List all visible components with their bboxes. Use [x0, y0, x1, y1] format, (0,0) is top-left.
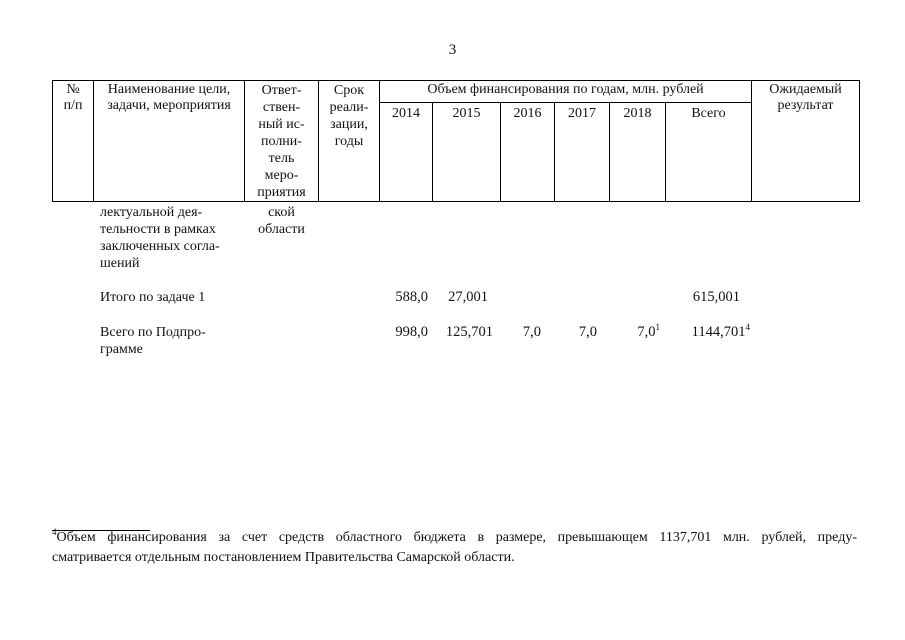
task-total-label: Итого по задаче 1 — [100, 290, 206, 305]
program-total-2017: 7,0 — [578, 324, 597, 340]
header-year-2015: 2015 — [452, 106, 481, 121]
header-responsible: Ответ- ствен- ный ис- полни- тель меро- приятия — [257, 83, 306, 200]
footnote: $^4$Объем финансирования за счет средств областного бюджета в размере, превышающем 1137,701 млн. рублей, преду- сматривается отдельным постановлением Правительства Самарской области. — [52, 527, 857, 565]
program-total-2015: 125,701 — [445, 324, 493, 340]
program-total-2016: 7,0 — [522, 324, 541, 340]
task-total-2014: 588,0 — [395, 289, 428, 305]
header-funding-title: Объем финансирования по годам, млн. рублей — [427, 82, 704, 97]
program-total-2018: $7,0^1$ — [637, 322, 660, 340]
header-total: Всего — [691, 106, 726, 121]
header-year-2016: 2016 — [513, 106, 542, 121]
program-total-2014: 998,0 — [395, 324, 428, 340]
page-number: 3 — [448, 42, 457, 58]
task-total-sum: 615,001 — [692, 289, 740, 305]
header-expected-result: Ожидаемый результат — [769, 82, 842, 113]
header-number: № п/п — [63, 82, 83, 113]
header-year-2017: 2017 — [568, 106, 596, 121]
header-year-2018: 2018 — [623, 106, 652, 121]
header-year-2014: 2014 — [392, 106, 420, 121]
continuation-responsible: ской области — [258, 205, 305, 237]
header-name: Наименование цели, задачи, мероприятия — [107, 82, 231, 113]
header-term: Срок реали- зации, годы — [329, 83, 369, 149]
task-total-2015: 27,001 — [448, 289, 488, 305]
continuation-name: лектуальной дея- тельности в рамках заключенных согла- шений — [100, 205, 220, 271]
footnote-marker: 4 — [52, 527, 57, 537]
footnote-ref-4: 4 — [745, 322, 750, 332]
footnote-ref-1: 1 — [655, 322, 660, 332]
program-total-sum: 1144,701$^4$ — [691, 322, 750, 340]
program-total-label: Всего по Подпро- грамме — [100, 325, 206, 357]
